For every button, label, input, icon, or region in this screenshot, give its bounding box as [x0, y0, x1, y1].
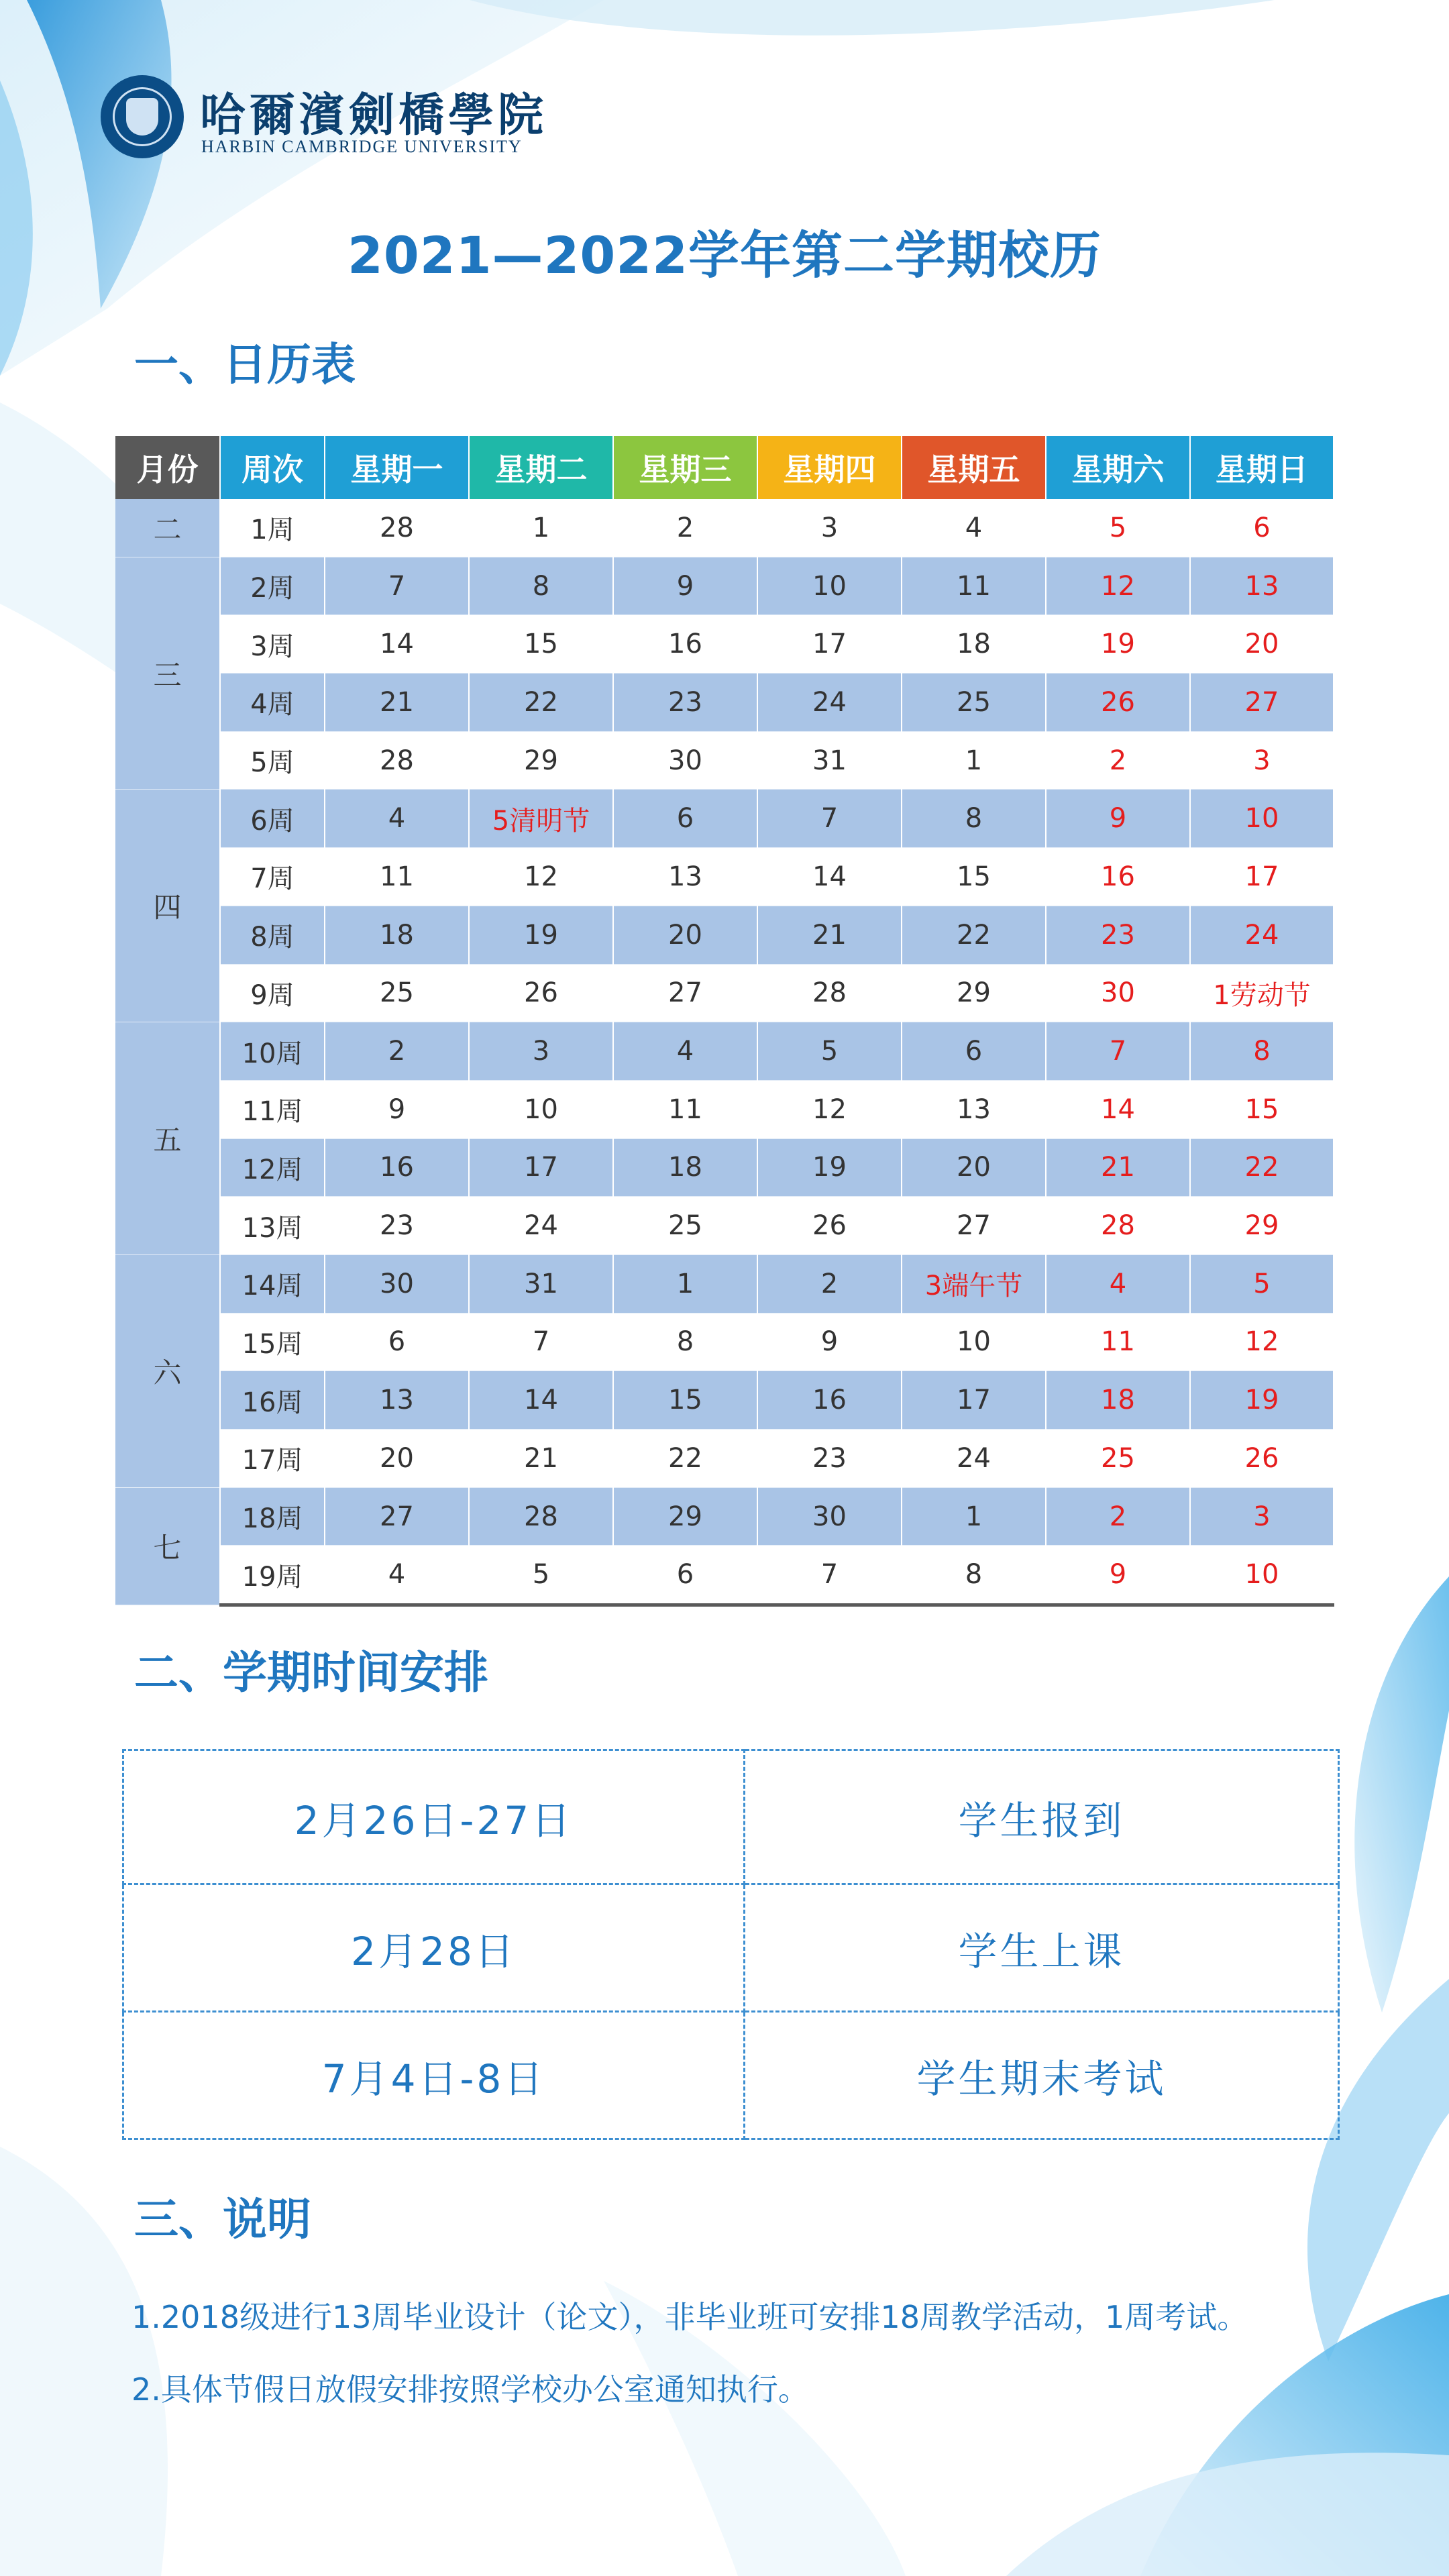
calendar-day-cell: 29	[1190, 1197, 1334, 1255]
calendar-day-cell: 9	[1046, 1546, 1190, 1605]
calendar-day-cell: 15	[1190, 1080, 1334, 1138]
calendar-day-cell: 23	[325, 1197, 469, 1255]
schedule-row	[123, 1884, 1339, 2012]
calendar-day-cell: 12	[757, 1080, 902, 1138]
calendar-day-cell: 31	[469, 1254, 613, 1313]
calendar-day-cell: 22	[469, 674, 613, 732]
calendar-day-cell: 26	[1190, 1430, 1334, 1488]
calendar-week-cell: 10周	[220, 1022, 325, 1081]
calendar-day-cell: 8	[613, 1313, 757, 1371]
calendar-header-cell: 星期五	[902, 436, 1046, 499]
calendar-day-cell: 7	[757, 790, 902, 848]
calendar-day-cell: 8	[902, 1546, 1046, 1605]
calendar-day-cell: 21	[757, 906, 902, 964]
calendar-day-cell: 16	[757, 1371, 902, 1430]
section-calendar-title: 一、日历表	[134, 339, 356, 390]
calendar-day-cell: 9	[1046, 790, 1190, 848]
university-name-en: HARBIN CAMBRIDGE UNIVERSITY	[201, 137, 523, 156]
calendar-day-cell: 14	[1046, 1080, 1190, 1138]
calendar-day-cell: 15	[469, 615, 613, 674]
calendar-day-cell: 15	[613, 1371, 757, 1430]
calendar-week-cell: 15周	[220, 1313, 325, 1371]
calendar-day-cell: 10	[902, 1313, 1046, 1371]
calendar-day-cell: 25	[902, 674, 1046, 732]
calendar-week-row	[115, 499, 1334, 557]
calendar-day-cell: 8	[1190, 1022, 1334, 1081]
calendar-header-cell: 星期二	[469, 436, 613, 499]
calendar-day-cell: 3	[469, 1022, 613, 1081]
calendar-day-cell: 15	[902, 848, 1046, 906]
calendar-week-row	[115, 731, 1334, 790]
calendar-day-cell: 4	[325, 1546, 469, 1605]
calendar-day-cell: 6	[325, 1313, 469, 1371]
calendar-day-cell: 10	[469, 1080, 613, 1138]
calendar-day-cell: 18	[1046, 1371, 1190, 1430]
calendar-day-cell: 3	[1190, 731, 1334, 790]
schedule-date: 2月26日-27日	[123, 1750, 745, 1884]
calendar-day-cell: 23	[613, 674, 757, 732]
calendar-table	[115, 436, 1334, 1607]
calendar-week-cell: 18周	[220, 1487, 325, 1546]
calendar-week-row	[115, 1254, 1334, 1313]
calendar-day-cell: 6	[1190, 499, 1334, 557]
calendar-day-cell: 4	[902, 499, 1046, 557]
calendar-day-cell: 7	[325, 557, 469, 615]
calendar-day-cell: 4	[1046, 1254, 1190, 1313]
calendar-day-cell: 19	[1046, 615, 1190, 674]
calendar-day-cell: 12	[1190, 1313, 1334, 1371]
calendar-week-cell: 6周	[220, 790, 325, 848]
calendar-day-cell: 7	[757, 1546, 902, 1605]
calendar-day-cell: 5清明节	[469, 790, 613, 848]
calendar-week-row	[115, 1080, 1334, 1138]
calendar-header-cell: 星期一	[325, 436, 469, 499]
calendar-week-cell: 17周	[220, 1430, 325, 1488]
calendar-week-row	[115, 615, 1334, 674]
calendar-day-cell: 30	[325, 1254, 469, 1313]
calendar-day-cell: 30	[613, 731, 757, 790]
calendar-header-cell: 星期四	[757, 436, 902, 499]
calendar-day-cell: 28	[325, 499, 469, 557]
calendar-day-cell: 19	[757, 1138, 902, 1197]
calendar-day-cell: 20	[325, 1430, 469, 1488]
calendar-week-row	[115, 964, 1334, 1022]
calendar-month-cell: 四	[115, 790, 220, 1022]
schedule-row	[123, 2012, 1339, 2139]
calendar-day-cell: 29	[469, 731, 613, 790]
calendar-day-cell: 29	[902, 964, 1046, 1022]
schedule-row	[123, 1750, 1339, 1884]
calendar-header-cell: 星期六	[1046, 436, 1190, 499]
calendar-day-cell: 22	[1190, 1138, 1334, 1197]
calendar-week-cell: 9周	[220, 964, 325, 1022]
calendar-day-cell: 3	[1190, 1487, 1334, 1546]
calendar-day-cell: 8	[469, 557, 613, 615]
calendar-day-cell: 18	[902, 615, 1046, 674]
calendar-week-cell: 1周	[220, 499, 325, 557]
calendar-day-cell: 2	[325, 1022, 469, 1081]
calendar-day-cell: 20	[902, 1138, 1046, 1197]
calendar-day-cell: 10	[1190, 790, 1334, 848]
calendar-day-cell: 21	[325, 674, 469, 732]
calendar-day-cell: 7	[1046, 1022, 1190, 1081]
calendar-day-cell: 9	[325, 1080, 469, 1138]
calendar-day-cell: 25	[325, 964, 469, 1022]
calendar-day-cell: 14	[325, 615, 469, 674]
calendar-day-cell: 17	[469, 1138, 613, 1197]
calendar-week-cell: 7周	[220, 848, 325, 906]
calendar-week-cell: 5周	[220, 731, 325, 790]
calendar-day-cell: 2	[757, 1254, 902, 1313]
calendar-day-cell: 16	[1046, 848, 1190, 906]
calendar-day-cell: 17	[1190, 848, 1334, 906]
calendar-day-cell: 13	[613, 848, 757, 906]
calendar-day-cell: 26	[1046, 674, 1190, 732]
calendar-day-cell: 22	[613, 1430, 757, 1488]
section-schedule-title: 二、学期时间安排	[134, 1647, 488, 1699]
calendar-day-cell: 16	[613, 615, 757, 674]
calendar-day-cell: 27	[902, 1197, 1046, 1255]
page-title: 2021—2022学年第二学期校历	[347, 225, 1102, 285]
calendar-day-cell: 5	[1046, 499, 1190, 557]
calendar-day-cell: 10	[757, 557, 902, 615]
calendar-week-row	[115, 1197, 1334, 1255]
calendar-day-cell: 4	[613, 1022, 757, 1081]
calendar-day-cell: 6	[613, 790, 757, 848]
calendar-day-cell: 21	[469, 1430, 613, 1488]
calendar-day-cell: 20	[613, 906, 757, 964]
calendar-day-cell: 24	[1190, 906, 1334, 964]
calendar-day-cell: 2	[613, 499, 757, 557]
calendar-day-cell: 1	[613, 1254, 757, 1313]
university-seal-icon	[101, 75, 184, 158]
calendar-week-row	[115, 848, 1334, 906]
calendar-day-cell: 23	[1046, 906, 1190, 964]
calendar-week-row	[115, 906, 1334, 964]
calendar-day-cell: 20	[1190, 615, 1334, 674]
calendar-header-cell: 周次	[220, 436, 325, 499]
calendar-day-cell: 1	[902, 1487, 1046, 1546]
calendar-day-cell: 8	[902, 790, 1046, 848]
calendar-header-cell: 月份	[115, 436, 220, 499]
calendar-day-cell: 28	[325, 731, 469, 790]
calendar-day-cell: 2	[1046, 731, 1190, 790]
calendar-day-cell: 29	[613, 1487, 757, 1546]
calendar-day-cell: 3	[757, 499, 902, 557]
schedule-event: 学生报到	[745, 1750, 1339, 1884]
calendar-day-cell: 26	[757, 1197, 902, 1255]
calendar-day-cell: 9	[613, 557, 757, 615]
calendar-week-row	[115, 1371, 1334, 1430]
calendar-week-row	[115, 1487, 1334, 1546]
calendar-day-cell: 28	[1046, 1197, 1190, 1255]
calendar-day-cell: 24	[757, 674, 902, 732]
calendar-week-row	[115, 1022, 1334, 1081]
calendar-day-cell: 30	[1046, 964, 1190, 1022]
calendar-day-cell: 5	[1190, 1254, 1334, 1313]
calendar-day-cell: 18	[325, 906, 469, 964]
section-notes-title: 三、说明	[134, 2194, 311, 2245]
calendar-day-cell: 6	[613, 1546, 757, 1605]
calendar-day-cell: 1	[902, 731, 1046, 790]
calendar-day-cell: 5	[469, 1546, 613, 1605]
calendar-day-cell: 28	[469, 1487, 613, 1546]
calendar-week-cell: 16周	[220, 1371, 325, 1430]
calendar-day-cell: 18	[613, 1138, 757, 1197]
calendar-day-cell: 27	[325, 1487, 469, 1546]
calendar-day-cell: 19	[469, 906, 613, 964]
calendar-week-row	[115, 1430, 1334, 1488]
schedule-date: 7月4日-8日	[123, 2012, 745, 2139]
calendar-day-cell: 11	[1046, 1313, 1190, 1371]
calendar-month-cell: 六	[115, 1254, 220, 1487]
calendar-week-cell: 3周	[220, 615, 325, 674]
calendar-day-cell: 25	[613, 1197, 757, 1255]
calendar-day-cell: 24	[469, 1197, 613, 1255]
calendar-day-cell: 13	[902, 1080, 1046, 1138]
calendar-month-cell: 五	[115, 1022, 220, 1255]
calendar-week-cell: 2周	[220, 557, 325, 615]
calendar-day-cell: 12	[469, 848, 613, 906]
calendar-day-cell: 17	[757, 615, 902, 674]
calendar-day-cell: 27	[613, 964, 757, 1022]
schedule-date: 2月28日	[123, 1884, 745, 2012]
calendar-day-cell: 12	[1046, 557, 1190, 615]
calendar-day-cell: 1劳动节	[1190, 964, 1334, 1022]
calendar-day-cell: 23	[757, 1430, 902, 1488]
calendar-week-cell: 12周	[220, 1138, 325, 1197]
schedule-event: 学生上课	[745, 1884, 1339, 2012]
calendar-month-cell: 三	[115, 557, 220, 790]
calendar-week-row	[115, 557, 1334, 615]
schedule-event: 学生期末考试	[745, 2012, 1339, 2139]
calendar-day-cell: 28	[757, 964, 902, 1022]
calendar-week-cell: 14周	[220, 1254, 325, 1313]
calendar-day-cell: 3端午节	[902, 1254, 1046, 1313]
calendar-day-cell: 1	[469, 499, 613, 557]
calendar-day-cell: 7	[469, 1313, 613, 1371]
calendar-week-cell: 11周	[220, 1080, 325, 1138]
note-item: 2.具体节假日放假安排按照学校办公室通知执行。	[131, 2371, 809, 2408]
university-logo	[101, 75, 548, 162]
calendar-day-cell: 31	[757, 731, 902, 790]
calendar-day-cell: 10	[1190, 1546, 1334, 1605]
calendar-day-cell: 25	[1046, 1430, 1190, 1488]
calendar-day-cell: 27	[1190, 674, 1334, 732]
calendar-week-cell: 8周	[220, 906, 325, 964]
calendar-day-cell: 14	[757, 848, 902, 906]
calendar-week-row	[115, 674, 1334, 732]
calendar-day-cell: 30	[757, 1487, 902, 1546]
calendar-week-row	[115, 790, 1334, 848]
calendar-day-cell: 4	[325, 790, 469, 848]
calendar-month-cell: 七	[115, 1487, 220, 1605]
calendar-day-cell: 13	[325, 1371, 469, 1430]
note-item: 1.2018级进行13周毕业设计（论文），非毕业班可安排18周教学活动，1周考试。	[131, 2299, 1248, 2335]
calendar-day-cell: 17	[902, 1371, 1046, 1430]
calendar-day-cell: 5	[757, 1022, 902, 1081]
calendar-day-cell: 11	[902, 557, 1046, 615]
calendar-day-cell: 22	[902, 906, 1046, 964]
calendar-day-cell: 24	[902, 1430, 1046, 1488]
calendar-day-cell: 19	[1190, 1371, 1334, 1430]
calendar-day-cell: 26	[469, 964, 613, 1022]
calendar-day-cell: 13	[1190, 557, 1334, 615]
calendar-header-cell: 星期三	[613, 436, 757, 499]
calendar-day-cell: 9	[757, 1313, 902, 1371]
calendar-day-cell: 2	[1046, 1487, 1190, 1546]
calendar-day-cell: 11	[325, 848, 469, 906]
calendar-day-cell: 21	[1046, 1138, 1190, 1197]
calendar-week-cell: 19周	[220, 1546, 325, 1605]
calendar-week-row	[115, 1546, 1334, 1605]
calendar-week-row	[115, 1138, 1334, 1197]
calendar-day-cell: 16	[325, 1138, 469, 1197]
calendar-week-row	[115, 1313, 1334, 1371]
calendar-header-cell: 星期日	[1190, 436, 1334, 499]
calendar-day-cell: 11	[613, 1080, 757, 1138]
calendar-month-cell: 二	[115, 499, 220, 557]
schedule-table	[122, 1749, 1340, 2140]
university-name-cn: 哈爾濱劍橋學院	[200, 89, 548, 142]
calendar-day-cell: 14	[469, 1371, 613, 1430]
calendar-week-cell: 4周	[220, 674, 325, 732]
calendar-day-cell: 6	[902, 1022, 1046, 1081]
calendar-week-cell: 13周	[220, 1197, 325, 1255]
